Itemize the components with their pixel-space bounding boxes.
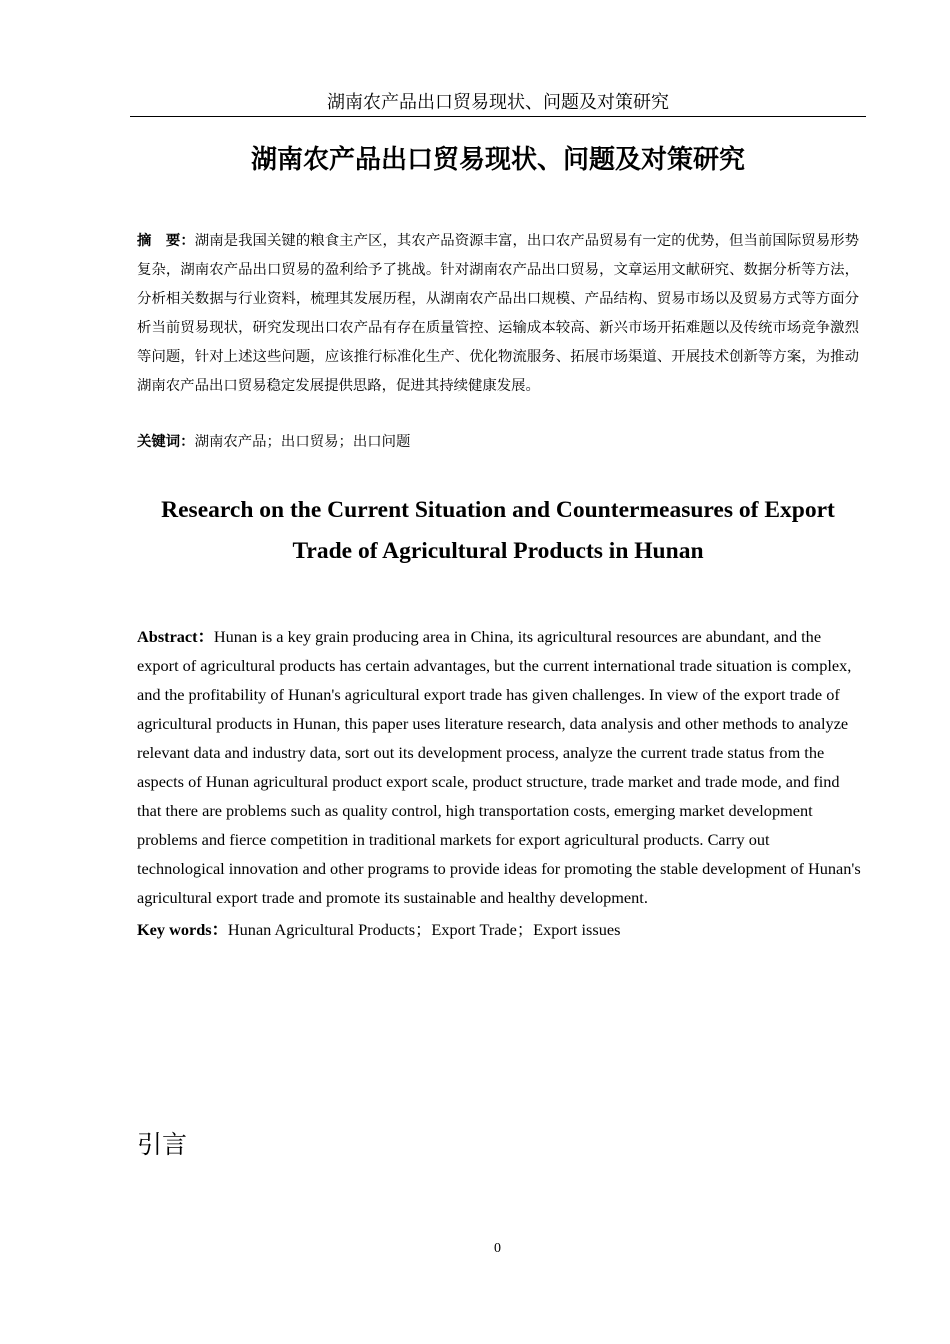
header-rule xyxy=(130,116,866,117)
chinese-keywords-label: 关键词： xyxy=(137,433,195,450)
chinese-abstract xyxy=(137,226,859,401)
chinese-title: 湖南农产品出口贸易现状、问题及对策研究 xyxy=(250,145,745,175)
chinese-keywords xyxy=(137,427,859,457)
section-heading-introduction: 引言 xyxy=(137,1130,188,1159)
page-number: 0 xyxy=(494,1241,501,1256)
english-title: Research on the Current Situation and Countermeasures of Export Trade of Agricultural Products in Hunan xyxy=(161,497,835,564)
chinese-keywords-text: 湖南农产品；出口贸易；出口问题 xyxy=(194,434,411,450)
chinese-abstract-label: 摘 要： xyxy=(137,232,195,249)
english-keywords xyxy=(137,915,861,944)
english-abstract-label: Abstract： xyxy=(137,627,214,646)
english-abstract-text: Hunan is a key grain producing area in China, its agricultural resources are abundant, and the export of agricultural products has certain advantages, but the current international trade situation is complex, and the profitability of Hunan's agricultural export trade has given challenges. In view of the export trade of agricultural products in Hunan, this paper uses literature research, data analysis and other methods to analyze relevant data and industry data, sort out its development process, analyze the current trade status from the aspects of Hunan agricultural product export scale, product structure, trade market and trade mode, and find that there are problems such as quality control, high transportation costs, emerging market development problems and fierce competition in traditional markets for export agricultural products. Carry out technological innovation and other programs to provide ideas for promoting the stable development of Hunan's agricultural export trade and promote its sustainable and healthy development. xyxy=(137,627,861,907)
running-header: 湖南农产品出口贸易现状、问题及对策研究 xyxy=(327,92,669,113)
english-keywords-label: Key words： xyxy=(137,920,228,939)
english-keywords-text: Hunan Agricultural Products；Export Trade；Export issues xyxy=(227,920,621,939)
english-abstract xyxy=(137,622,861,912)
chinese-abstract-text: 湖南是我国关键的粮食主产区，其农产品资源丰富，出口农产品贸易有一定的优势，但当前国际贸易形势复杂，湖南农产品出口贸易的盈利给予了挑战。针对湖南农产品出口贸易，文章运用文献研究、数据分析等方法，分析相关数据与行业资料，梳理其发展历程，从湖南农产品出口规模、产品结构、贸易市场以及贸易方式等方面分析当前贸易现状，研究发现出口农产品有存在质量管控、运输成本较高、新兴市场开拓难题以及传统市场竞争激烈等问题，针对上述这些问题，应该推行标准化生产、优化物流服务、拓展市场渠道、开展技术创新等方案，为推动湖南农产品出口贸易稳定发展提供思路，促进其持续健康发展。 xyxy=(137,233,859,394)
